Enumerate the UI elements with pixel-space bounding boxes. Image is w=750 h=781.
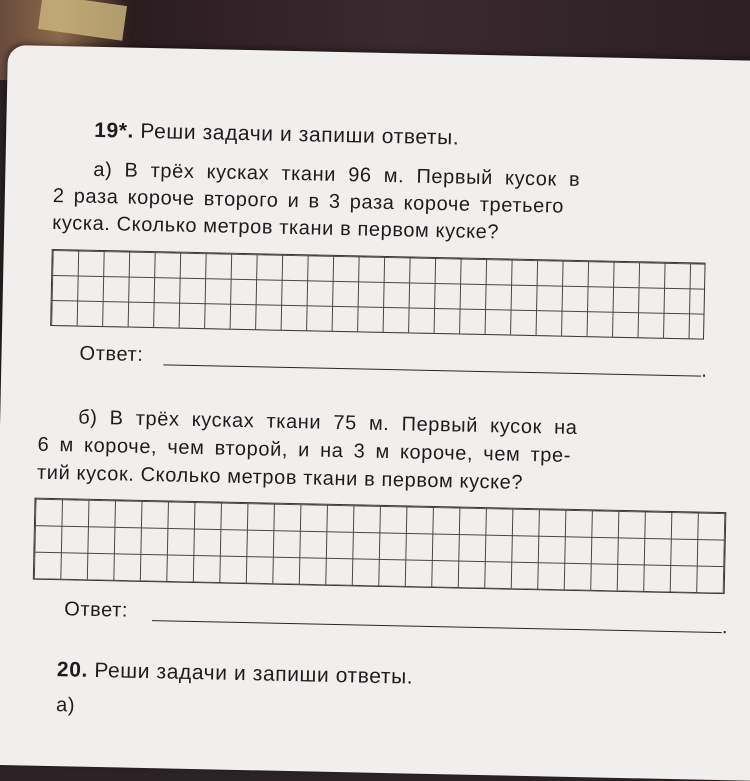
task-19a-line-1: а) В трёх кусках ткани 96 м. Первый кусок в — [93, 158, 581, 192]
task-19a-answer-end: . — [701, 359, 708, 382]
workbook-page — [0, 45, 750, 781]
task-20-number: 20. — [56, 658, 89, 682]
task-19a-line-3: куска. Сколько метров ткани в первом куске? — [52, 211, 500, 244]
task-19b-answer-end: . — [721, 616, 729, 639]
task-19-title: Реши задачи и запиши ответы. — [140, 119, 460, 150]
task-19a-answer-label: Ответ: — [79, 342, 144, 366]
task-20-title: Реши задачи и запиши ответы. — [94, 658, 414, 689]
task-19a-answer-grid[interactable] — [50, 249, 705, 340]
task-20a-label: а) — [55, 694, 76, 717]
task-20-heading — [57, 658, 414, 689]
task-19b-line-2: 6 м короче, чем второй, и на 3 м короче, чем тре- — [37, 433, 572, 467]
task-19b-answer-label: Ответ: — [63, 598, 129, 622]
task-19b-line-1: б) В трёх кусках ткани 75 м. Первый кусок на — [77, 406, 578, 440]
task-19-heading — [94, 119, 460, 151]
task-19a-answer-field[interactable] — [163, 364, 701, 376]
task-19b-line-3: тий кусок. Сколько метров ткани в первом куске? — [36, 461, 524, 494]
task-19b-answer-grid[interactable] — [33, 498, 727, 594]
task-19a-line-2: 2 раза короче второго и в 3 раза короче третьего — [52, 184, 565, 218]
task-19-number: 19*. — [93, 118, 135, 143]
task-19b-answer-field[interactable] — [152, 620, 722, 633]
